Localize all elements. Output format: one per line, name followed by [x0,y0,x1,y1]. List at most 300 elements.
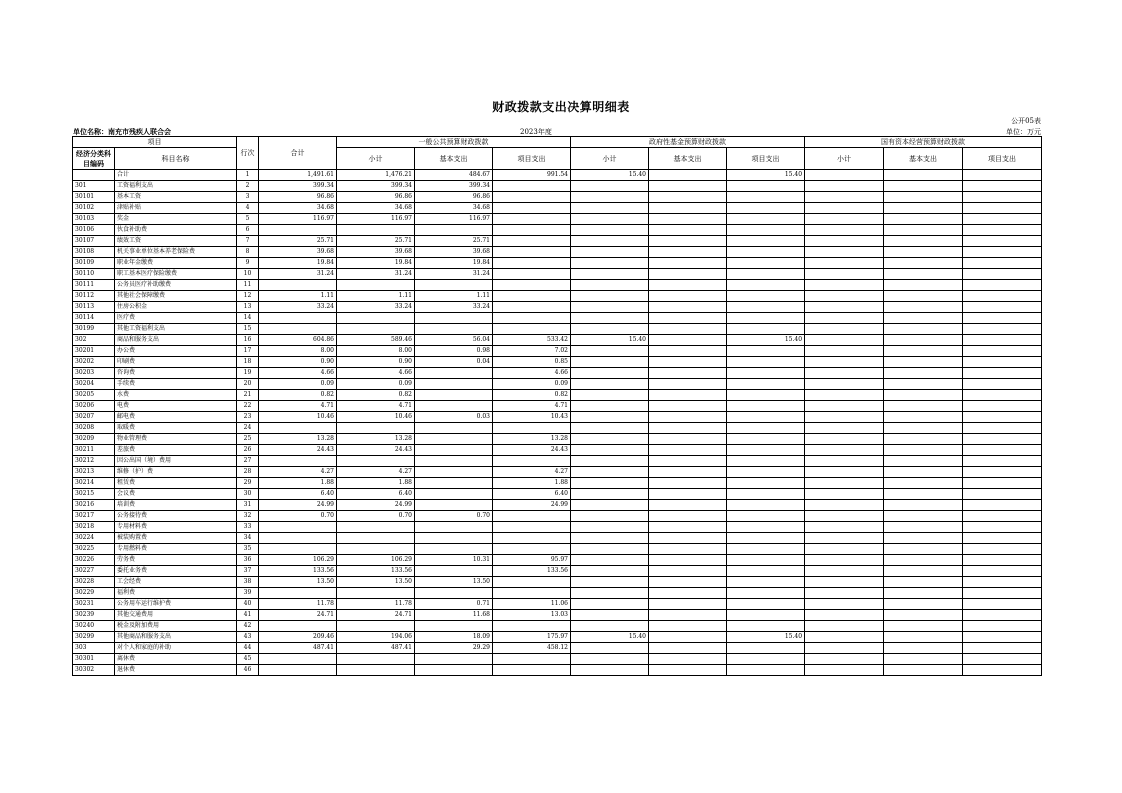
cell-general-subtotal: 33.24 [337,302,415,313]
cell-fund-subtotal [571,621,649,632]
cell-fund-basic [649,324,727,335]
cell-general-project [493,654,571,665]
cell-fund-project [727,643,805,654]
cell-econ-code: 30207 [73,412,115,423]
cell-state-subtotal [805,313,884,324]
cell-subject-name: 手续费 [115,379,237,390]
cell-state-subtotal [805,533,884,544]
cell-econ-code: 302 [73,335,115,346]
cell-total: 24.43 [259,445,337,456]
cell-line-no: 27 [237,456,259,467]
expenditure-table [72,136,1042,676]
cell-state-basic [884,478,963,489]
cell-econ-code: 30211 [73,445,115,456]
cell-line-no: 46 [237,665,259,676]
cell-total: 1,491.61 [259,170,337,181]
cell-general-project [493,533,571,544]
cell-general-subtotal [337,654,415,665]
cell-econ-code: 30103 [73,214,115,225]
cell-general-project [493,577,571,588]
table-row [73,665,1042,676]
cell-fund-basic [649,280,727,291]
cell-state-basic [884,335,963,346]
cell-line-no: 7 [237,236,259,247]
cell-state-project [963,588,1042,599]
cell-general-basic: 19.84 [415,258,493,269]
cell-total: 33.24 [259,302,337,313]
cell-state-basic [884,434,963,445]
cell-fund-project [727,280,805,291]
cell-fund-basic [649,357,727,368]
cell-line-no: 15 [237,324,259,335]
cell-state-project [963,665,1042,676]
cell-total: 39.68 [259,247,337,258]
cell-general-basic [415,324,493,335]
cell-subject-name: 取暖费 [115,423,237,434]
cell-state-subtotal [805,247,884,258]
cell-subject-name: 被装购置费 [115,533,237,544]
cell-general-basic: 18.09 [415,632,493,643]
cell-state-project [963,225,1042,236]
table-row [73,522,1042,533]
cell-state-basic [884,577,963,588]
cell-general-subtotal: 96.86 [337,192,415,203]
cell-fund-project [727,412,805,423]
cell-fund-project [727,247,805,258]
cell-subject-name: 邮电费 [115,412,237,423]
cell-state-basic [884,379,963,390]
cell-fund-project: 15.40 [727,632,805,643]
cell-state-subtotal [805,643,884,654]
cell-state-project [963,511,1042,522]
cell-fund-project [727,236,805,247]
cell-fund-basic [649,555,727,566]
cell-state-project [963,236,1042,247]
table-row [73,643,1042,654]
cell-line-no: 35 [237,544,259,555]
cell-state-project [963,423,1042,434]
cell-econ-code: 301 [73,181,115,192]
cell-general-subtotal: 116.97 [337,214,415,225]
cell-general-basic [415,423,493,434]
table-row [73,588,1042,599]
table-row [73,302,1042,313]
cell-general-basic: 484.67 [415,170,493,181]
table-row [73,170,1042,181]
cell-fund-project [727,522,805,533]
cell-state-subtotal [805,181,884,192]
cell-fund-basic [649,511,727,522]
cell-state-project [963,456,1042,467]
cell-general-project: 4.71 [493,401,571,412]
cell-state-project [963,555,1042,566]
cell-general-subtotal [337,544,415,555]
cell-general-basic: 56.04 [415,335,493,346]
cell-fund-basic [649,610,727,621]
cell-general-project: 0.82 [493,390,571,401]
cell-general-project [493,544,571,555]
cell-state-project [963,368,1042,379]
cell-general-project: 133.56 [493,566,571,577]
cell-total: 487.41 [259,643,337,654]
cell-fund-basic [649,291,727,302]
cell-state-project [963,643,1042,654]
cell-general-basic: 39.68 [415,247,493,258]
cell-total: 133.56 [259,566,337,577]
cell-subject-name: 咨询费 [115,368,237,379]
cell-general-basic [415,445,493,456]
cell-state-subtotal [805,170,884,181]
cell-total: 209.46 [259,632,337,643]
cell-fund-subtotal [571,291,649,302]
cell-fund-subtotal [571,324,649,335]
cell-state-basic [884,192,963,203]
cell-state-subtotal [805,401,884,412]
cell-fund-project [727,368,805,379]
cell-general-subtotal: 8.00 [337,346,415,357]
cell-general-basic [415,489,493,500]
cell-state-project [963,654,1042,665]
cell-subject-name: 医疗费 [115,313,237,324]
cell-subject-name: 福利费 [115,588,237,599]
cell-general-basic: 0.71 [415,599,493,610]
cell-state-project [963,632,1042,643]
cell-state-subtotal [805,478,884,489]
cell-general-basic [415,379,493,390]
table-row [73,478,1042,489]
cell-subject-name: 劳务费 [115,555,237,566]
cell-line-no: 33 [237,522,259,533]
cell-total [259,456,337,467]
cell-econ-code: 30114 [73,313,115,324]
cell-fund-project [727,401,805,412]
cell-general-basic [415,313,493,324]
cell-econ-code: 30239 [73,610,115,621]
cell-state-basic [884,632,963,643]
cell-state-subtotal [805,214,884,225]
cell-general-basic [415,500,493,511]
cell-total: 116.97 [259,214,337,225]
cell-total [259,621,337,632]
cell-econ-code: 30199 [73,324,115,335]
table-row [73,610,1042,621]
cell-general-subtotal: 10.46 [337,412,415,423]
cell-fund-basic [649,577,727,588]
cell-state-project [963,533,1042,544]
cell-total: 11.78 [259,599,337,610]
header-fund-project: 项目支出 [727,148,805,170]
cell-total [259,313,337,324]
cell-fund-subtotal: 15.40 [571,632,649,643]
cell-general-basic [415,544,493,555]
cell-state-project [963,192,1042,203]
cell-state-subtotal [805,434,884,445]
cell-general-basic [415,566,493,577]
cell-line-no: 22 [237,401,259,412]
cell-state-basic [884,533,963,544]
cell-fund-basic [649,566,727,577]
cell-general-subtotal: 24.71 [337,610,415,621]
cell-state-basic [884,544,963,555]
header-fund-subtotal: 小计 [571,148,649,170]
cell-subject-name: 培训费 [115,500,237,511]
cell-general-subtotal [337,313,415,324]
table-row [73,533,1042,544]
cell-fund-project [727,544,805,555]
cell-subject-name: 合计 [115,170,237,181]
cell-fund-basic [649,478,727,489]
cell-general-subtotal [337,225,415,236]
cell-econ-code: 30228 [73,577,115,588]
cell-line-no: 41 [237,610,259,621]
cell-fund-subtotal [571,181,649,192]
cell-econ-code: 30209 [73,434,115,445]
table-body [73,170,1042,676]
cell-fund-subtotal [571,225,649,236]
cell-general-project: 0.09 [493,379,571,390]
cell-fund-project [727,379,805,390]
cell-general-basic [415,588,493,599]
cell-state-subtotal [805,577,884,588]
cell-line-no: 45 [237,654,259,665]
cell-line-no: 19 [237,368,259,379]
cell-fund-subtotal [571,236,649,247]
cell-state-subtotal [805,511,884,522]
cell-line-no: 6 [237,225,259,236]
cell-general-basic: 11.68 [415,610,493,621]
table-row [73,566,1042,577]
cell-total: 31.24 [259,269,337,280]
cell-subject-name: 公务员医疗补助缴费 [115,280,237,291]
cell-fund-basic [649,335,727,346]
cell-state-project [963,280,1042,291]
cell-econ-code: 30204 [73,379,115,390]
cell-general-subtotal: 1.88 [337,478,415,489]
cell-subject-name: 会议费 [115,489,237,500]
header-general-project: 项目支出 [493,148,571,170]
cell-subject-name: 绩效工资 [115,236,237,247]
table-row [73,445,1042,456]
cell-line-no: 1 [237,170,259,181]
cell-line-no: 42 [237,621,259,632]
cell-line-no: 44 [237,643,259,654]
cell-fund-project [727,258,805,269]
cell-fund-basic [649,225,727,236]
header-group-state: 国有资本经营预算财政拨款 [805,137,1042,148]
cell-fund-basic [649,390,727,401]
cell-state-project [963,203,1042,214]
cell-total: 34.68 [259,203,337,214]
cell-state-subtotal [805,632,884,643]
cell-state-subtotal [805,599,884,610]
cell-state-basic [884,566,963,577]
cell-econ-code: 30215 [73,489,115,500]
cell-fund-basic [649,643,727,654]
cell-fund-basic [649,269,727,280]
cell-general-subtotal: 25.71 [337,236,415,247]
cell-econ-code: 30302 [73,665,115,676]
table-row [73,632,1042,643]
cell-state-basic [884,643,963,654]
cell-fund-project [727,302,805,313]
cell-general-project [493,302,571,313]
cell-general-project [493,247,571,258]
header-group-general: 一般公共预算财政拨款 [337,137,571,148]
table-row [73,225,1042,236]
cell-fund-subtotal [571,533,649,544]
cell-fund-project [727,214,805,225]
cell-subject-name: 商品和服务支出 [115,335,237,346]
cell-econ-code: 30208 [73,423,115,434]
cell-econ-code: 303 [73,643,115,654]
cell-state-project [963,170,1042,181]
cell-state-project [963,346,1042,357]
cell-fund-project [727,291,805,302]
cell-general-basic [415,621,493,632]
cell-state-subtotal [805,379,884,390]
cell-econ-code: 30111 [73,280,115,291]
cell-state-project [963,324,1042,335]
cell-general-basic [415,533,493,544]
cell-state-subtotal [805,456,884,467]
cell-total [259,544,337,555]
cell-state-subtotal [805,621,884,632]
cell-general-project [493,291,571,302]
cell-fund-basic [649,588,727,599]
header-state-basic: 基本支出 [884,148,963,170]
cell-line-no: 2 [237,181,259,192]
cell-state-project [963,610,1042,621]
cell-fund-project: 15.40 [727,170,805,181]
cell-fund-subtotal [571,302,649,313]
cell-fund-basic [649,621,727,632]
cell-general-basic [415,368,493,379]
cell-general-project [493,269,571,280]
cell-line-no: 11 [237,280,259,291]
cell-state-project [963,214,1042,225]
cell-state-subtotal [805,390,884,401]
cell-state-basic [884,489,963,500]
cell-econ-code: 30107 [73,236,115,247]
cell-total: 19.84 [259,258,337,269]
cell-fund-project [727,555,805,566]
table-row [73,654,1042,665]
cell-general-project [493,621,571,632]
table-row [73,324,1042,335]
cell-econ-code: 30225 [73,544,115,555]
cell-fund-basic [649,599,727,610]
cell-general-basic: 13.50 [415,577,493,588]
cell-general-subtotal: 24.43 [337,445,415,456]
cell-subject-name: 奖金 [115,214,237,225]
cell-econ-code: 30110 [73,269,115,280]
cell-econ-code: 30227 [73,566,115,577]
cell-fund-subtotal [571,456,649,467]
cell-state-basic [884,390,963,401]
cell-general-basic: 29.29 [415,643,493,654]
cell-fund-project [727,225,805,236]
cell-subject-name: 办公费 [115,346,237,357]
cell-subject-name: 工资福利支出 [115,181,237,192]
table-row [73,214,1042,225]
cell-fund-project [727,621,805,632]
cell-total: 24.71 [259,610,337,621]
cell-general-basic: 0.70 [415,511,493,522]
header-state-project: 项目支出 [963,148,1042,170]
cell-line-no: 40 [237,599,259,610]
cell-subject-name: 公务接待费 [115,511,237,522]
cell-general-basic [415,665,493,676]
cell-general-subtotal: 399.34 [337,181,415,192]
cell-total: 1.11 [259,291,337,302]
cell-econ-code: 30112 [73,291,115,302]
cell-line-no: 29 [237,478,259,489]
cell-fund-project [727,423,805,434]
table-row [73,401,1042,412]
table-row [73,247,1042,258]
cell-state-project [963,379,1042,390]
header-line: 行次 [237,137,259,170]
cell-fund-basic [649,401,727,412]
cell-fund-basic [649,423,727,434]
cell-general-project: 7.02 [493,346,571,357]
cell-general-project [493,280,571,291]
cell-line-no: 9 [237,258,259,269]
table-row [73,412,1042,423]
cell-fund-basic [649,412,727,423]
cell-total [259,225,337,236]
cell-general-subtotal: 0.82 [337,390,415,401]
cell-general-subtotal: 0.90 [337,357,415,368]
cell-general-project: 175.97 [493,632,571,643]
cell-fund-subtotal [571,555,649,566]
cell-state-subtotal [805,335,884,346]
table-row [73,346,1042,357]
cell-subject-name: 基本工资 [115,192,237,203]
cell-fund-subtotal [571,412,649,423]
cell-fund-subtotal [571,379,649,390]
cell-general-subtotal: 133.56 [337,566,415,577]
cell-state-basic [884,247,963,258]
fiscal-year: 2023年度 [520,128,552,136]
cell-general-subtotal: 4.27 [337,467,415,478]
cell-fund-subtotal [571,522,649,533]
cell-general-project [493,236,571,247]
form-code: 公开05表 [1011,117,1041,125]
cell-general-basic: 116.97 [415,214,493,225]
cell-state-basic [884,346,963,357]
cell-total: 96.86 [259,192,337,203]
cell-fund-project: 15.40 [727,335,805,346]
cell-subject-name: 津贴补贴 [115,203,237,214]
cell-fund-project [727,566,805,577]
cell-subject-name: 机关事业单位基本养老保险费 [115,247,237,258]
cell-subject-name: 电费 [115,401,237,412]
cell-state-basic [884,280,963,291]
cell-general-project: 24.43 [493,445,571,456]
cell-total: 106.29 [259,555,337,566]
cell-fund-subtotal [571,247,649,258]
cell-fund-basic [649,258,727,269]
cell-general-project [493,511,571,522]
cell-state-subtotal [805,522,884,533]
cell-general-subtotal: 34.68 [337,203,415,214]
cell-state-subtotal [805,588,884,599]
cell-state-subtotal [805,610,884,621]
cell-total [259,588,337,599]
cell-line-no: 31 [237,500,259,511]
table-row [73,434,1042,445]
